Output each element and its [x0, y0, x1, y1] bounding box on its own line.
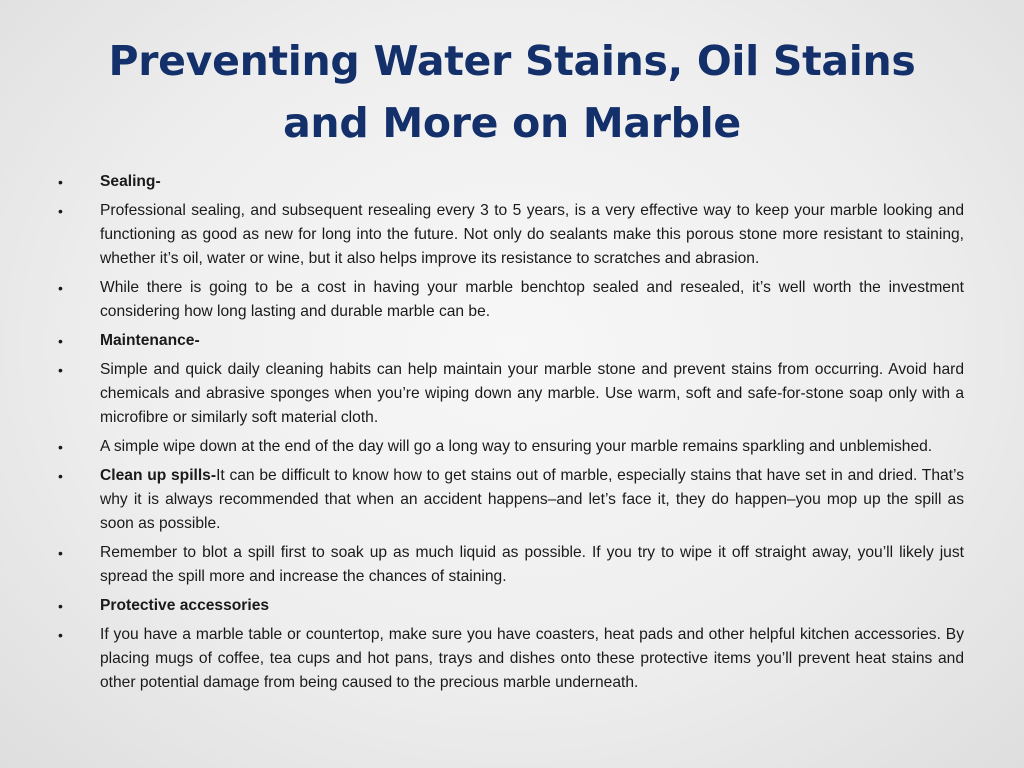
bullet-icon: •: [58, 333, 63, 349]
bullet-text: While there is going to be a cost in having your marble benchtop sealed and resealed, it’s well worth the investment considering how long lasting and durable marble can be.: [100, 279, 964, 320]
bullet-heading: Maintenance-: [100, 332, 200, 349]
bullet-heading: Protective accessories: [100, 597, 270, 614]
bullet-item: [58, 464, 964, 536]
bullet-item: [58, 594, 964, 618]
bullet-icon: •: [58, 280, 63, 296]
bullet-text: Professional sealing, and subsequent resealing every 3 to 5 years, is a very effective way to keep your marble looking and functioning as good as new for long into the future. Not only do sealants make this porous stone more resistant to staining, whether it’s oil, water or wine, but it also helps improve its resistance to scratches and abrasion.: [100, 202, 964, 267]
bullet-item: [58, 199, 964, 271]
bullet-text: A simple wipe down at the end of the day will go a long way to ensuring your marble remains sparkling and unblemished.: [100, 438, 933, 455]
slide-title: Preventing Water Stains, Oil Stains and More on Marble: [108, 37, 916, 147]
bullet-icon: •: [58, 203, 63, 219]
bullet-icon: •: [58, 627, 63, 643]
bullet-item: [58, 170, 964, 194]
bullet-icon: •: [58, 545, 63, 561]
bullet-text: Remember to blot a spill first to soak up as much liquid as possible. If you try to wipe it off straight away, you’ll likely just spread the spill more and increase the chances of staining.: [100, 544, 964, 585]
bullet-item: [58, 358, 964, 430]
bullet-text: It can be difficult to know how to get stains out of marble, especially stains that have set in and dried. That’s why it is always recommended that when an accident happens–and let’s face it, they do happen–you mop up the spill as soon as possible.: [100, 467, 964, 532]
bullet-text: Simple and quick daily cleaning habits can help maintain your marble stone and prevent stains from occurring. Avoid hard chemicals and abrasive sponges when you’re wiping down any marble. Use warm, soft and safe-for-stone soap only with a microfibre or similarly soft material cloth.: [100, 361, 964, 426]
bullet-text: If you have a marble table or countertop, make sure you have coasters, heat pads and other helpful kitchen accessories. By placing mugs of coffee, tea cups and hot pans, trays and dishes onto these protective items you’ll prevent heat stains and other potential damage from being caused to the precious marble underneath.: [100, 626, 964, 691]
bullet-icon: •: [58, 362, 63, 378]
bullet-icon: •: [58, 439, 63, 455]
bullet-item: [58, 276, 964, 324]
bullet-item: [58, 541, 964, 589]
bullet-item: [58, 435, 964, 459]
bullet-list: [58, 170, 964, 700]
bullet-item: [58, 623, 964, 695]
bullet-heading: Clean up spills-: [100, 467, 217, 484]
bullet-item: [58, 329, 964, 353]
bullet-icon: •: [58, 598, 63, 614]
bullet-heading: Sealing-: [100, 173, 161, 190]
bullet-icon: •: [58, 468, 63, 484]
bullet-icon: •: [58, 174, 63, 190]
